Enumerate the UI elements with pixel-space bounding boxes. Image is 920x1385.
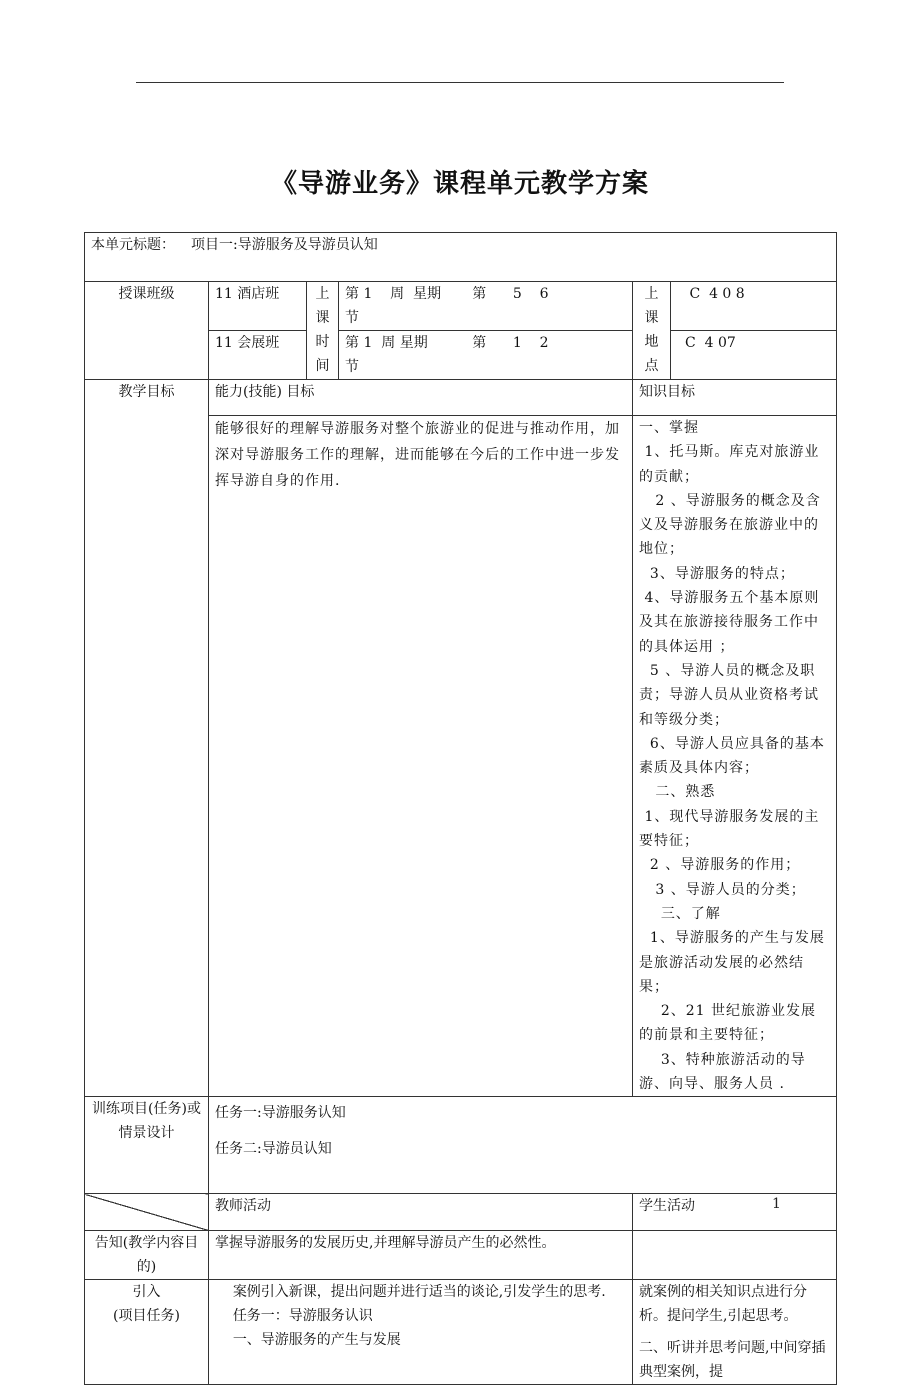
document-title: 《导游业务》课程单元教学方案 [270,169,649,199]
student-activity-header: 学生活动 [633,1194,837,1231]
unit-title-value: 项目一:导游服务及导游员认知 [191,237,378,253]
intro-teacher: 案例引入新课，提出问题并进行适当的谈论,引发学生的思考. 任务一：导游服务认识 一、导游服务的产生与发展 [209,1280,633,1385]
class-name: 11 会展班 [209,331,307,380]
diagonal-header-cell [85,1194,209,1231]
teacher-activity-header: 教师活动 [209,1194,633,1231]
training-tasks [209,1097,837,1194]
activities-header-row [85,1194,837,1231]
header-rule [136,82,784,83]
unit-title-row [85,233,837,282]
training-row [85,1097,837,1194]
class-row [85,282,837,331]
inform-row [85,1231,837,1280]
time-label: 上 课 时 间 [307,282,339,380]
task-item: 任务二:导游员认知 [215,1141,332,1158]
objectives-header-row [85,380,837,416]
class-time: 第 1 周 星期 第 1 2 节 [339,331,633,380]
intro-student: 就案例的相关知识点进行分析。提问学生,引起思考。 二、听讲并思考问题,中间穿插典型案例，提 [633,1280,837,1385]
knowledge-header: 知识目标 [633,380,837,416]
place-label: 上 课 地 点 [633,282,671,380]
inform-label: 告知(教学内容目的) [85,1231,209,1280]
teaching-plan-table [84,232,837,1385]
class-room: C 4 0 8 [671,282,837,331]
unit-title-label: 本单元标题： [91,237,175,253]
intro-label: 引入 (项目任务) [85,1280,209,1385]
task-item: 任务一:导游服务认知 [215,1105,346,1122]
unit-title-cell [85,233,837,282]
ability-text: 能够很好的理解导游服务对整个旅游业的促进与推动作用，加深对导游服务工作的理解，进而能够在今后的工作中进一步发挥导游自身的作用. [209,416,633,1097]
class-room: C 4 07 [671,331,837,380]
intro-row [85,1280,837,1385]
class-name: 11 酒店班 [209,282,307,331]
inform-teacher: 掌握导游服务的发展历史,并理解导游员产生的必然性。 [209,1231,633,1280]
objectives-label: 教学目标 [85,380,209,1097]
training-label: 训练项目(任务)或情景设计 [85,1097,209,1194]
class-time: 第 1 周 星期 第 5 6 节 [339,282,633,331]
classes-label: 授课班级 [85,282,209,380]
knowledge-list: 一、掌握 1、托马斯。库克对旅游业的贡献； 2 、导游服务的概念及含义及导游服务在旅游业中的地位； 3、导游服务的特点； 4、导游服务五个基本原则及其在旅游接待服务工作中的具体运用 ； 5 、导游人员的概念及职责；导游人员从业资格考试和等级分类； 6、导游人员应具备的基本素质及具体内容； 二、熟悉 1、现代导游服务发展的主要特征； 2 、导游服务的作用； 3 、导游人员的分类； 三、了解 1、导游服务的产生与发展是旅游活动发展的必然结果； 2、21 世纪旅游业发展的前景和主要特征； 3、特种旅游活动的导游、向导、服务人员 . [633,416,837,1097]
page-number: 1 [772,1196,781,1212]
inform-student [633,1231,837,1280]
ability-header: 能力(技能) 目标 [209,380,633,416]
